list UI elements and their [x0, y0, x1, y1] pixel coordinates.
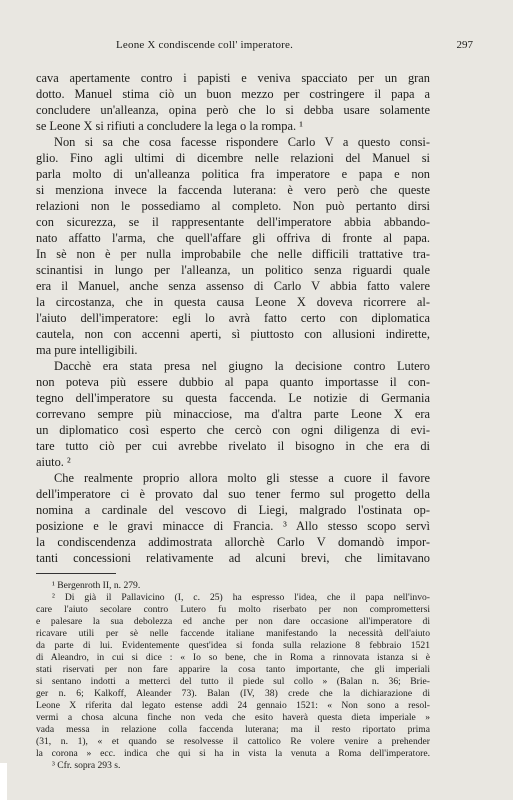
scan-edge: [0, 763, 7, 800]
body-line: relazioni non le possediamo al completo. Non può pertanto dirsi: [36, 199, 430, 213]
footnote-line: la corona » ecc. indica che qui si ha in vista la venuta a Roma dell'imperatore.: [36, 748, 430, 759]
body-line: tare tutto ciò per cui avrebbe rivelato il bisogno in che era di: [36, 439, 430, 453]
body-line: correvano sempre più minacciose, ma d'altra parte Leone X era: [36, 407, 430, 421]
body-line: tanti concessioni relativamente ad alcuni brevi, che limitavano: [36, 551, 430, 565]
body-line: glio. Fino agli ultimi di dicembre nelle relazioni del Manuel si: [36, 151, 430, 165]
body-line: In sè non è per nulla improbabile che nelle difficili trattative tra-: [36, 247, 430, 261]
body-line: parla molto di un'alleanza politica fra imperatore e papa e non: [36, 167, 430, 181]
footnote-line: ² Di già il Pallavicino (I, c. 25) ha espresso l'idea, che il papa nell'invo-: [52, 592, 430, 603]
footnote-line: e palesare la sua debolezza ed anche per non dare occasione all'imperatore di: [36, 616, 430, 627]
body-line-indent: Che realmente proprio allora molto gli stesse a cuore il favore: [54, 471, 430, 485]
footnote-line: stati riservati per non fare apparire la cosa tanto importante, che gli imperiali: [36, 664, 430, 675]
body-line: con sicurezza, se il rappresentante dell'imperatore abbia abbando-: [36, 215, 430, 229]
footnote-line: (31, n. 1), « et quando se resolvesse il cattolico Re volere venire a prehender: [36, 736, 430, 747]
body-line: un diplomatico così esperto che cercò con ogni diligenza di evi-: [36, 423, 430, 437]
body-line: cava apertamente contro i papisti e veniva spacciato per un gran: [36, 71, 430, 85]
body-line: dell'imperatore ci è provato dal suo tener fermo sul progetto della: [36, 487, 430, 501]
footnote-line: si sentano indotti a metterci del tutto il piede sul collo » (Balan n. 36; Brie-: [36, 676, 430, 687]
body-line: la circostanza, che in questa causa Leone X doveva ricorrere al-: [36, 295, 430, 309]
footnote-line: di Aleandro, in cui si dice : « Io so bene, che in Roma a rinnovata istanza si è: [36, 652, 430, 663]
body-line: ma pure intelligibili.: [36, 343, 138, 357]
body-line: era il Manuel, anche senza assenso di Carlo V abbia fatto valere: [36, 279, 430, 293]
footnote-line: ger n. 6; Kalkoff, Aleander 73). Balan (IV, 38) crede che la dichiarazione di: [36, 688, 430, 699]
body-line: non poteva più essere dubbio al papa quanto importasse il con-: [36, 375, 430, 389]
footnote-line: vada messa in relazione colla faccenda luterana; ma il resto riportato prima: [36, 724, 430, 735]
body-line-indent: Dacchè era stata presa nel giugno la decisione contro Lutero: [54, 359, 430, 373]
body-line: nomina a cardinale del vescovo di Liegi, malgrado l'ostinata op-: [36, 503, 430, 517]
footnote-line: Leone X riferita dal legato estense addì 24 gennaio 1521: « Non sono a resol-: [36, 700, 430, 711]
body-line: l'aiuto dell'imperatore: egli lo avrà fatto certo con diplomatica: [36, 311, 430, 325]
body-line: posizione e le gravi minacce di Francia. ³ Allo stesso scopo servì: [36, 519, 430, 533]
footnote-rule: [36, 573, 116, 574]
body-line: tegno dell'imperatore su questa faccenda. Le notizie di Germania: [36, 391, 430, 405]
body-line: cautela, non con accenni aperti, sì piuttosto con allusioni indirette,: [36, 327, 430, 341]
running-head-title: Leone X condiscende coll' imperatore.: [116, 39, 294, 51]
body-line: se Leone X si rifiuti a concludere la lega o la rompa. ¹: [36, 119, 303, 133]
footnote-line: vermi a chosa alcuna finche non veda che esito haverà questa dieta imperiale »: [36, 712, 430, 723]
page-number: 297: [456, 39, 473, 51]
body-line: scinantisi in lungo per l'alleanza, un politico senza riguardi quale: [36, 263, 430, 277]
body-line-indent: Non si sa che cosa facesse rispondere Carlo V a questo consi-: [54, 135, 430, 149]
body-line: aiuto. ²: [36, 455, 71, 469]
body-line: si menziona invece la faccenda luterana: è vero però che queste: [36, 183, 430, 197]
body-line: nato affatto l'arma, che quell'affare gli offriva di fronte al papa.: [36, 231, 430, 245]
body-line: la condiscendenza addimostrata allorchè Carlo V domandò impor-: [36, 535, 430, 549]
body-line: concludere un'alleanza, opina però che lo si debba usare solamente: [36, 103, 430, 117]
footnote-line: ¹ Bergenroth II, n. 279.: [52, 580, 141, 591]
footnote-line: ricavare utili per sè nelle faccende italiane manifestando la necessità dell'aiuto: [36, 628, 430, 639]
footnote-line: da parte di lui. Evidentemente quest'idea si fonda sulla relazione 8 febbraio 1521: [36, 640, 430, 651]
footnote-line: care l'aiuto secolare contro Lutero fu molto riserbato per non compromettersi: [36, 604, 430, 615]
body-line: dotto. Manuel stima ciò un buon mezzo per costringere il papa a: [36, 87, 430, 101]
footnote-line: ³ Cfr. sopra 293 s.: [52, 760, 121, 771]
